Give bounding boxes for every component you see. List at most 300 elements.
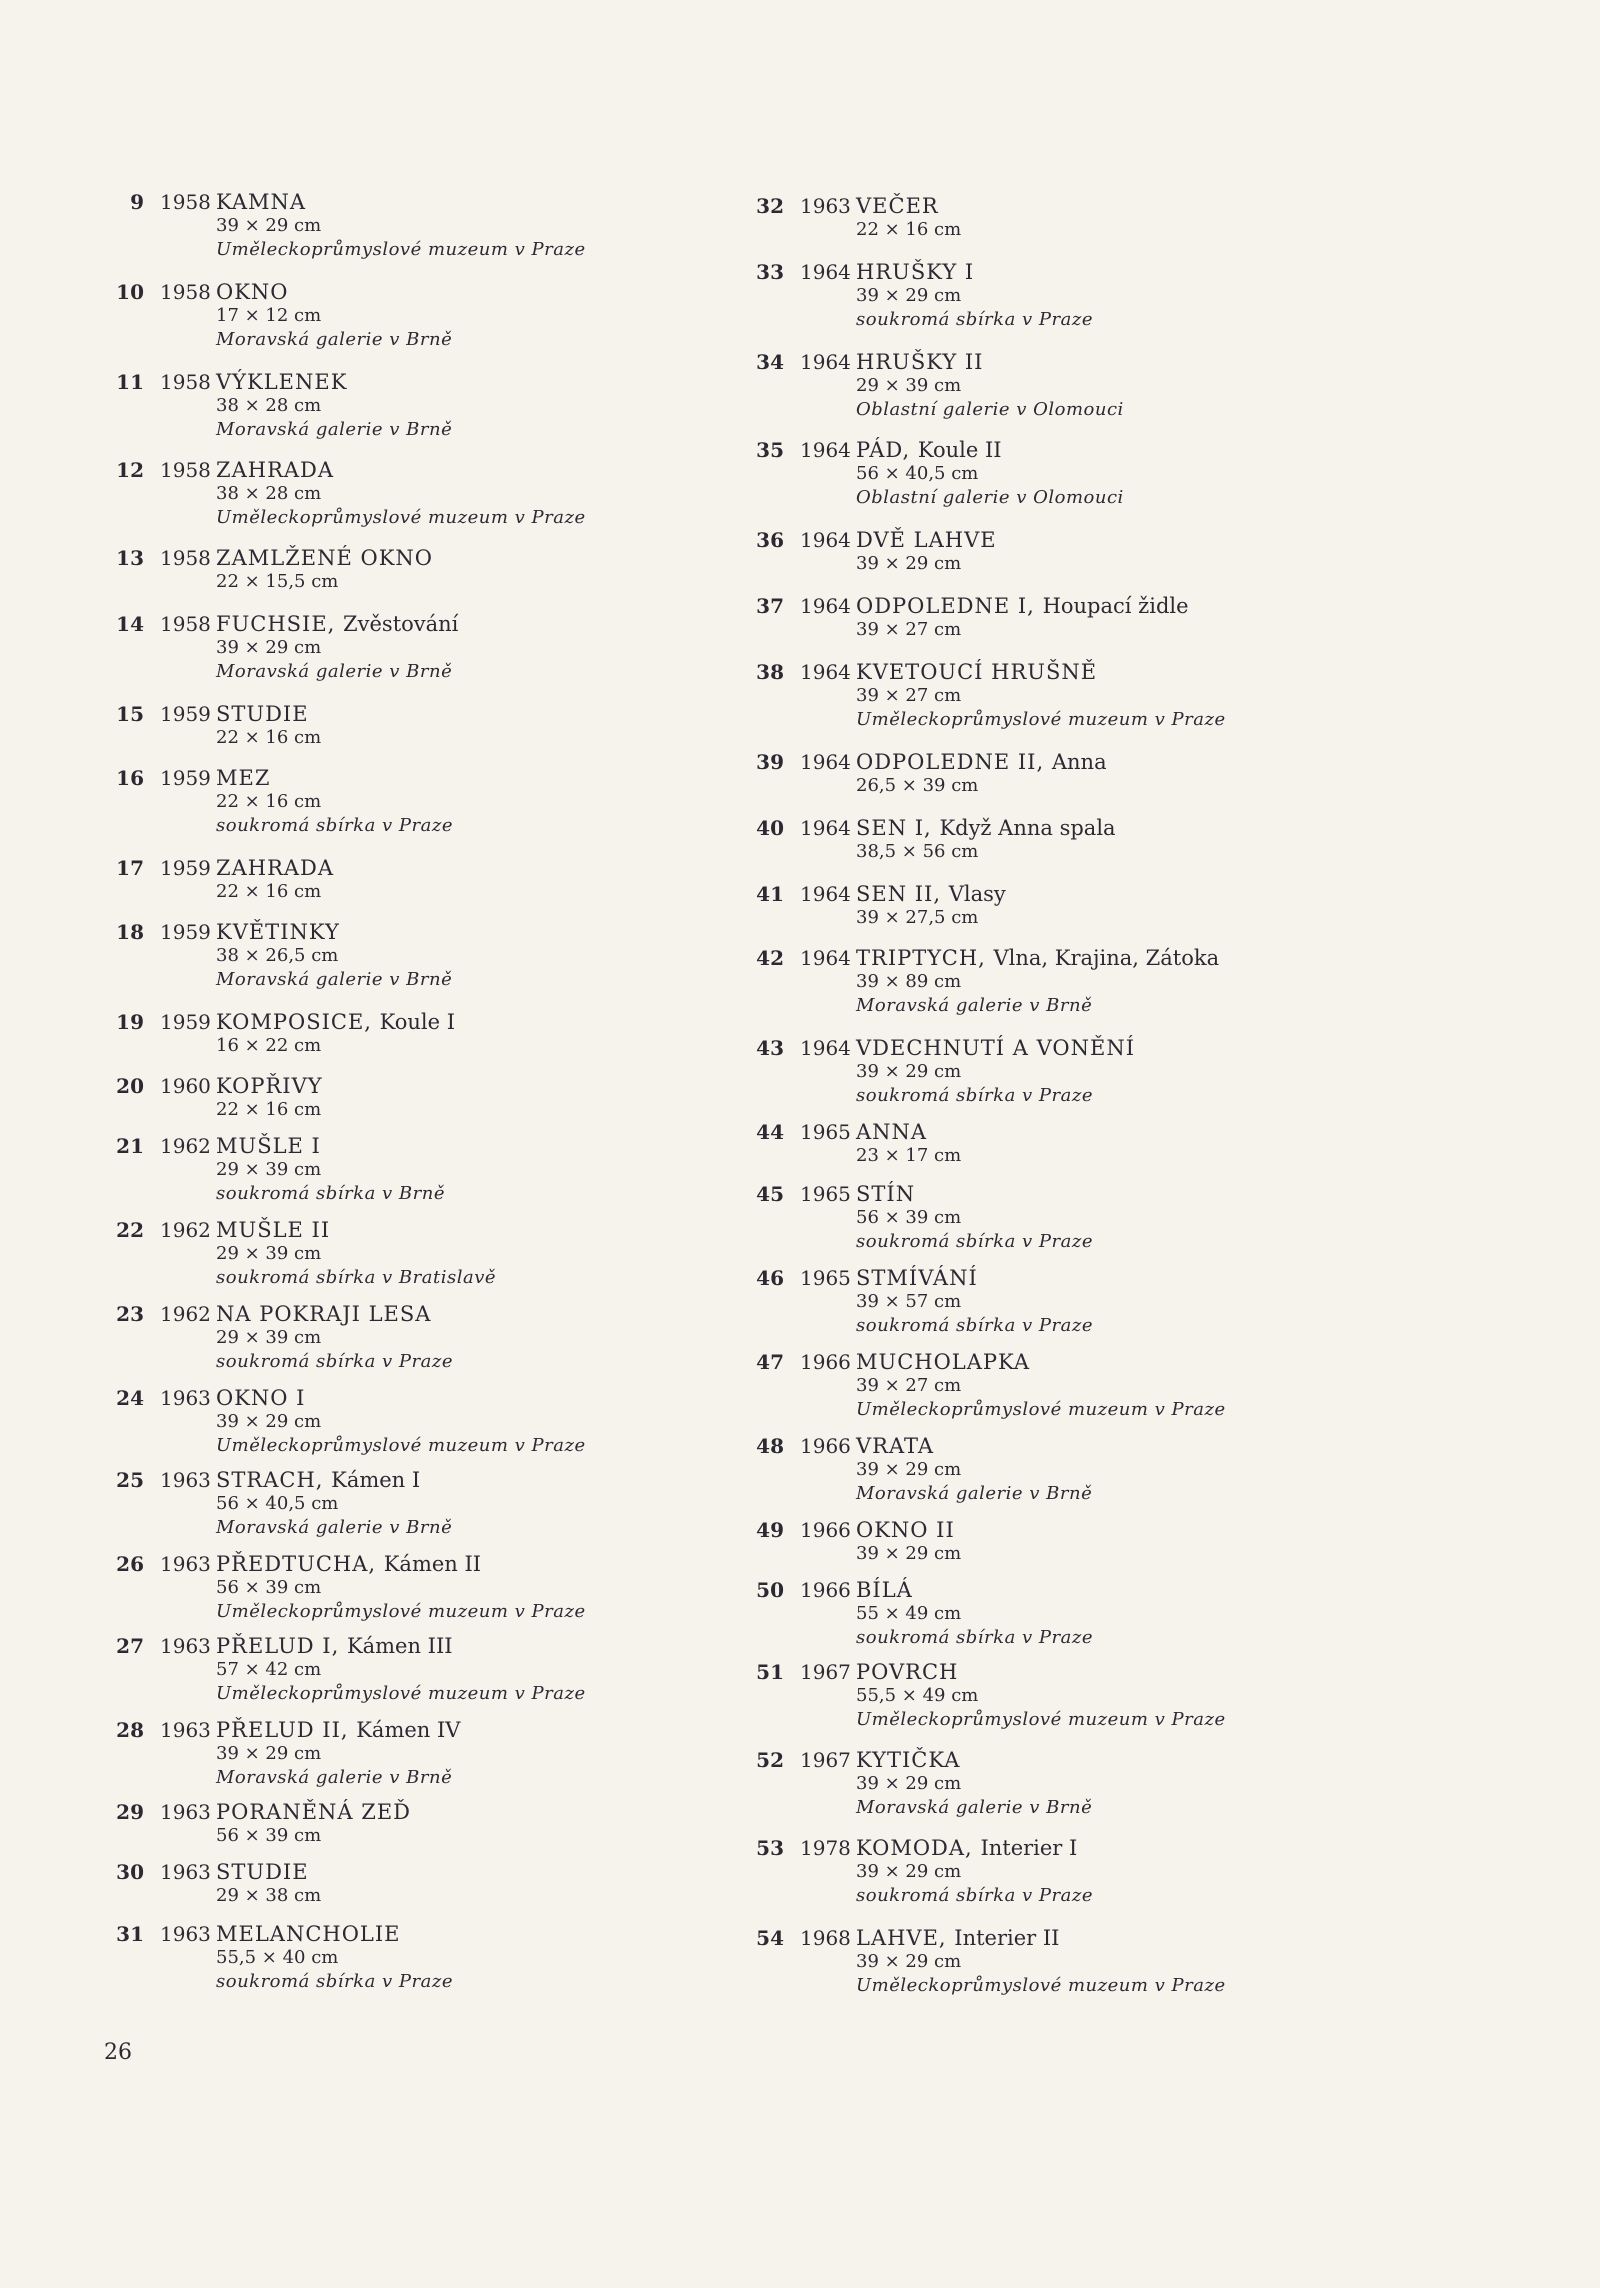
entry-year: 1958 [160, 280, 211, 304]
entry-details [216, 1800, 776, 1848]
entry-number: 41 [756, 882, 784, 906]
entry-year: 1959 [160, 702, 211, 726]
entry-number: 42 [756, 946, 784, 970]
entry-details [216, 546, 776, 594]
entry-number: 9 [130, 190, 144, 214]
entry-year: 1964 [800, 882, 851, 906]
entry-number: 27 [116, 1634, 144, 1658]
entry-details [856, 1434, 1416, 1506]
entry-title-line [216, 546, 776, 570]
entry-title-line [856, 1350, 1416, 1374]
entry-number: 44 [756, 1120, 784, 1144]
entry-title-line [216, 1860, 776, 1884]
entry-details [216, 702, 776, 750]
entry-title: HRUŠKY II [856, 350, 984, 374]
entry-dimensions: 38,5 × 56 cm [856, 841, 979, 862]
entry-details [856, 194, 1416, 242]
entry-title-line [856, 194, 1416, 218]
entry-title-line [216, 1010, 776, 1034]
entry-title-line [216, 1468, 776, 1492]
entry-collection: soukromá sbírka v Praze [856, 1231, 1093, 1252]
entry-title-line [216, 1074, 776, 1098]
entry-dimensions: 39 × 29 cm [856, 1459, 962, 1480]
entry-details [856, 1926, 1416, 1998]
entry-subtitle: Kámen III [346, 1634, 453, 1658]
entry-dimensions: 38 × 28 cm [216, 395, 322, 416]
entry-collection: soukromá sbírka v Praze [216, 815, 453, 836]
entry-details [856, 660, 1416, 732]
entry-collection: soukromá sbírka v Praze [856, 1627, 1093, 1648]
entry-number: 39 [756, 750, 784, 774]
entry-details [216, 856, 776, 904]
entry-dimensions: 23 × 17 cm [856, 1145, 962, 1166]
entry-title-line [856, 946, 1416, 970]
entry-details [216, 1134, 776, 1206]
entry-details [216, 370, 776, 442]
entry-number: 40 [756, 816, 784, 840]
entry-dimensions: 22 × 16 cm [216, 791, 322, 812]
entry-dimensions: 39 × 89 cm [856, 971, 962, 992]
entry-number: 28 [116, 1718, 144, 1742]
entry-dimensions: 29 × 38 cm [216, 1885, 322, 1906]
entry-subtitle: Vlasy [948, 882, 1006, 906]
entry-title-line [856, 1120, 1416, 1144]
entry-number: 25 [116, 1468, 144, 1492]
entry-title-line [856, 1182, 1416, 1206]
entry-number: 16 [116, 766, 144, 790]
entry-number: 22 [116, 1218, 144, 1242]
entry-number: 24 [116, 1386, 144, 1410]
entry-collection: soukromá sbírka v Brně [216, 1183, 445, 1204]
entry-title: VÝKLENEK [216, 370, 348, 394]
entry-details [856, 528, 1416, 576]
entry-year: 1962 [160, 1218, 211, 1242]
entry-details [856, 1836, 1416, 1908]
entry-collection: Uměleckoprůmyslové muzeum v Praze [216, 1601, 586, 1622]
entry-number: 49 [756, 1518, 784, 1542]
entry-dimensions: 56 × 39 cm [216, 1577, 322, 1598]
entry-title: POVRCH [856, 1660, 959, 1684]
entry-year: 1966 [800, 1350, 851, 1374]
entry-details [856, 882, 1416, 930]
entry-title: KVETOUCÍ HRUŠNĚ [856, 660, 1098, 684]
entry-title: VRATA [856, 1434, 935, 1458]
entry-collection: Moravská galerie v Brně [216, 419, 453, 440]
entry-title-line [856, 816, 1416, 840]
entry-title: PŘELUD I, [216, 1634, 340, 1658]
entry-year: 1964 [800, 260, 851, 284]
entry-year: 1964 [800, 594, 851, 618]
entry-dimensions: 39 × 29 cm [216, 1743, 322, 1764]
entry-collection: Moravská galerie v Brně [216, 1517, 453, 1538]
entry-year: 1965 [800, 1182, 851, 1206]
entry-number: 11 [116, 370, 144, 394]
entry-number: 47 [756, 1350, 784, 1374]
entry-number: 29 [116, 1800, 144, 1824]
entry-year: 1959 [160, 856, 211, 880]
entry-details [856, 816, 1416, 864]
entry-dimensions: 39 × 29 cm [856, 1861, 962, 1882]
entry-subtitle: Kámen IV [356, 1718, 461, 1742]
entry-title-line [856, 1518, 1416, 1542]
entry-title-line [856, 594, 1416, 618]
entry-number: 32 [756, 194, 784, 218]
entry-details [216, 766, 776, 838]
entry-year: 1963 [160, 1860, 211, 1884]
entry-title: TRIPTYCH, [856, 946, 986, 970]
entry-collection: Uměleckoprůmyslové muzeum v Praze [856, 1399, 1226, 1420]
entry-details [856, 594, 1416, 642]
entry-title-line [856, 260, 1416, 284]
entry-title-line [216, 280, 776, 304]
entry-number: 20 [116, 1074, 144, 1098]
entry-title: DVĚ LAHVE [856, 528, 997, 552]
entry-details [216, 1718, 776, 1790]
entry-collection: soukromá sbírka v Praze [216, 1351, 453, 1372]
entry-title: SEN II, [856, 882, 942, 906]
entry-details [856, 350, 1416, 422]
entry-details [856, 438, 1416, 510]
entry-title: PŘELUD II, [216, 1718, 349, 1742]
entry-title: MUŠLE II [216, 1218, 331, 1242]
entry-title: ODPOLEDNE II, [856, 750, 1045, 774]
entry-title: VDECHNUTÍ A VONĚNÍ [856, 1036, 1135, 1060]
entry-title-line [856, 1660, 1416, 1684]
entry-title-line [216, 766, 776, 790]
entry-number: 45 [756, 1182, 784, 1206]
entry-collection: Moravská galerie v Brně [216, 969, 453, 990]
entry-title: BÍLÁ [856, 1578, 913, 1602]
entry-title: KYTIČKA [856, 1748, 961, 1772]
entry-year: 1967 [800, 1660, 851, 1684]
entry-year: 1963 [160, 1800, 211, 1824]
entry-year: 1964 [800, 528, 851, 552]
entry-number: 17 [116, 856, 144, 880]
entry-details [216, 190, 776, 262]
entry-title-line [216, 1218, 776, 1242]
entry-year: 1967 [800, 1748, 851, 1772]
entry-year: 1963 [160, 1718, 211, 1742]
entry-dimensions: 39 × 29 cm [216, 1411, 322, 1432]
entry-details [216, 458, 776, 530]
entry-year: 1963 [160, 1922, 211, 1946]
entry-title: ZAHRADA [216, 856, 335, 880]
entry-subtitle: Koule I [379, 1010, 456, 1034]
entry-details [216, 1386, 776, 1458]
entry-number: 36 [756, 528, 784, 552]
entry-dimensions: 22 × 16 cm [216, 1099, 322, 1120]
entry-collection: Uměleckoprůmyslové muzeum v Praze [216, 1683, 586, 1704]
entry-year: 1958 [160, 190, 211, 214]
entry-year: 1966 [800, 1578, 851, 1602]
entry-dimensions: 38 × 26,5 cm [216, 945, 339, 966]
entry-subtitle: Vlna, Krajina, Zátoka [993, 946, 1220, 970]
entry-title: ZAHRADA [216, 458, 335, 482]
entry-number: 15 [116, 702, 144, 726]
entry-title: PORANĚNÁ ZEĎ [216, 1800, 412, 1824]
entry-title: VEČER [856, 194, 939, 218]
entry-title: MUŠLE I [216, 1134, 321, 1158]
entry-subtitle: Houpací židle [1042, 594, 1189, 618]
entry-title-line [856, 750, 1416, 774]
entry-title-line [216, 1922, 776, 1946]
entry-dimensions: 55,5 × 40 cm [216, 1947, 339, 1968]
entry-title: FUCHSIE, [216, 612, 336, 636]
entry-number: 21 [116, 1134, 144, 1158]
entry-title: MUCHOLAPKA [856, 1350, 1031, 1374]
entry-dimensions: 39 × 29 cm [856, 285, 962, 306]
entry-details [856, 1036, 1416, 1108]
entry-year: 1964 [800, 350, 851, 374]
entry-year: 1968 [800, 1926, 851, 1950]
entry-number: 46 [756, 1266, 784, 1290]
entry-title: ZAMLŽENÉ OKNO [216, 546, 434, 570]
entry-title: STRACH, [216, 1468, 324, 1492]
entry-title-line [216, 1552, 776, 1576]
entry-details [856, 1350, 1416, 1422]
entry-title: OKNO II [856, 1518, 955, 1542]
entry-number: 35 [756, 438, 784, 462]
entry-title: MELANCHOLIE [216, 1922, 401, 1946]
entry-title-line [216, 1800, 776, 1824]
entry-dimensions: 22 × 16 cm [216, 727, 322, 748]
entry-number: 51 [756, 1660, 784, 1684]
entry-title-line [216, 190, 776, 214]
entry-number: 48 [756, 1434, 784, 1458]
entry-details [856, 1660, 1416, 1732]
entry-year: 1966 [800, 1434, 851, 1458]
entry-title: PÁD, [856, 438, 911, 462]
entry-year: 1963 [160, 1634, 211, 1658]
entry-title-line [856, 1748, 1416, 1772]
entry-year: 1958 [160, 458, 211, 482]
entry-title-line [856, 1926, 1416, 1950]
entry-year: 1964 [800, 1036, 851, 1060]
entry-year: 1962 [160, 1134, 211, 1158]
entry-subtitle: Anna [1051, 750, 1107, 774]
entry-title-line [216, 1302, 776, 1326]
entry-dimensions: 22 × 16 cm [856, 219, 962, 240]
entry-subtitle: Když Anna spala [939, 816, 1116, 840]
entry-details [856, 750, 1416, 798]
entry-year: 1963 [800, 194, 851, 218]
entry-details [216, 1074, 776, 1122]
entry-details [216, 1634, 776, 1706]
entry-collection: Moravská galerie v Brně [216, 661, 453, 682]
entry-details [216, 1468, 776, 1540]
entry-dimensions: 29 × 39 cm [216, 1243, 322, 1264]
entry-collection: Oblastní galerie v Olomouci [856, 399, 1124, 420]
entry-collection: Moravská galerie v Brně [216, 329, 453, 350]
entry-details [216, 1860, 776, 1908]
entry-title-line [216, 370, 776, 394]
entry-number: 14 [116, 612, 144, 636]
entry-number: 30 [116, 1860, 144, 1884]
entry-details [216, 1218, 776, 1290]
entry-dimensions: 39 × 29 cm [856, 553, 962, 574]
entry-dimensions: 38 × 28 cm [216, 483, 322, 504]
entry-dimensions: 39 × 27 cm [856, 1375, 962, 1396]
entry-title-line [856, 660, 1416, 684]
entry-year: 1963 [160, 1468, 211, 1492]
entry-collection: soukromá sbírka v Praze [856, 1315, 1093, 1336]
entry-dimensions: 57 × 42 cm [216, 1659, 322, 1680]
entry-subtitle: Zvěstování [343, 612, 459, 636]
entry-title: MEZ [216, 766, 271, 790]
entry-title-line [216, 612, 776, 636]
entry-number: 23 [116, 1302, 144, 1326]
entry-dimensions: 39 × 57 cm [856, 1291, 962, 1312]
entry-dimensions: 56 × 40,5 cm [216, 1493, 339, 1514]
entry-year: 1978 [800, 1836, 851, 1860]
entry-year: 1966 [800, 1518, 851, 1542]
entry-details [216, 1552, 776, 1624]
entry-dimensions: 39 × 29 cm [856, 1773, 962, 1794]
entry-year: 1958 [160, 612, 211, 636]
entry-title-line [856, 1266, 1416, 1290]
entry-title-line [856, 1434, 1416, 1458]
entry-details [216, 1922, 776, 1994]
entry-details [856, 1182, 1416, 1254]
entry-title-line [856, 882, 1416, 906]
entry-title: ODPOLEDNE I, [856, 594, 1035, 618]
entry-title: PŘEDTUCHA, [216, 1552, 377, 1576]
entry-year: 1959 [160, 920, 211, 944]
entry-year: 1964 [800, 438, 851, 462]
entry-subtitle: Interier I [980, 1836, 1078, 1860]
entry-year: 1964 [800, 750, 851, 774]
entry-year: 1958 [160, 370, 211, 394]
entry-number: 10 [116, 280, 144, 304]
entry-dimensions: 29 × 39 cm [216, 1327, 322, 1348]
entry-details [856, 1518, 1416, 1566]
entry-dimensions: 39 × 27 cm [856, 619, 962, 640]
entry-year: 1959 [160, 766, 211, 790]
entry-title: LAHVE, [856, 1926, 947, 1950]
entry-title-line [216, 856, 776, 880]
entry-subtitle: Kámen II [383, 1552, 482, 1576]
entry-number: 43 [756, 1036, 784, 1060]
entry-number: 52 [756, 1748, 784, 1772]
entry-dimensions: 56 × 39 cm [216, 1825, 322, 1846]
entry-dimensions: 22 × 16 cm [216, 881, 322, 902]
entry-title-line [216, 1634, 776, 1658]
entry-title-line [216, 1718, 776, 1742]
entry-number: 13 [116, 546, 144, 570]
entry-number: 38 [756, 660, 784, 684]
entry-subtitle: Interier II [954, 1926, 1060, 1950]
entry-details [856, 1266, 1416, 1338]
entry-title: STUDIE [216, 702, 309, 726]
entry-title-line [856, 528, 1416, 552]
entry-title: KAMNA [216, 190, 307, 214]
entry-number: 18 [116, 920, 144, 944]
entry-number: 19 [116, 1010, 144, 1034]
entry-dimensions: 39 × 29 cm [216, 637, 322, 658]
entry-collection: Moravská galerie v Brně [856, 995, 1093, 1016]
entry-collection: soukromá sbírka v Praze [856, 309, 1093, 330]
entry-year: 1960 [160, 1074, 211, 1098]
entry-year: 1962 [160, 1302, 211, 1326]
entry-dimensions: 55 × 49 cm [856, 1603, 962, 1624]
entry-title: STUDIE [216, 1860, 309, 1884]
entry-title-line [856, 1578, 1416, 1602]
entry-title: NA POKRAJI LESA [216, 1302, 432, 1326]
entry-number: 37 [756, 594, 784, 618]
entry-year: 1959 [160, 1010, 211, 1034]
entry-title: KOMODA, [856, 1836, 973, 1860]
entry-title: KVĚTINKY [216, 920, 340, 944]
entry-year: 1965 [800, 1120, 851, 1144]
entry-dimensions: 17 × 12 cm [216, 305, 322, 326]
entry-title: ANNA [856, 1120, 928, 1144]
entry-details [856, 946, 1416, 1018]
entry-collection: soukromá sbírka v Bratislavě [216, 1267, 497, 1288]
entry-collection: Moravská galerie v Brně [856, 1483, 1093, 1504]
entry-number: 26 [116, 1552, 144, 1576]
entry-dimensions: 39 × 29 cm [856, 1543, 962, 1564]
entry-title-line [856, 1836, 1416, 1860]
entry-number: 50 [756, 1578, 784, 1602]
entry-collection: Uměleckoprůmyslové muzeum v Praze [856, 1709, 1226, 1730]
entry-details [216, 1010, 776, 1058]
entry-collection: Uměleckoprůmyslové muzeum v Praze [856, 1975, 1226, 1996]
entry-subtitle: Koule II [917, 438, 1002, 462]
entry-year: 1963 [160, 1552, 211, 1576]
entry-details [856, 1578, 1416, 1650]
entry-year: 1964 [800, 816, 851, 840]
entry-dimensions: 16 × 22 cm [216, 1035, 322, 1056]
entry-dimensions: 29 × 39 cm [856, 375, 962, 396]
entry-details [856, 1120, 1416, 1168]
entry-collection: soukromá sbírka v Praze [856, 1885, 1093, 1906]
entry-subtitle: Kámen I [331, 1468, 421, 1492]
entry-collection: Oblastní galerie v Olomouci [856, 487, 1124, 508]
entry-title: STÍN [856, 1182, 916, 1206]
entry-title-line [856, 438, 1416, 462]
entry-dimensions: 29 × 39 cm [216, 1159, 322, 1180]
page-number: 26 [104, 2040, 132, 2065]
entry-dimensions: 55,5 × 49 cm [856, 1685, 979, 1706]
entry-details [856, 1748, 1416, 1820]
entry-year: 1964 [800, 660, 851, 684]
entry-title: KOMPOSICE, [216, 1010, 372, 1034]
entry-collection: Moravská galerie v Brně [856, 1797, 1093, 1818]
entry-title: KOPŘIVY [216, 1074, 323, 1098]
entry-collection: soukromá sbírka v Praze [856, 1085, 1093, 1106]
entry-collection: Uměleckoprůmyslové muzeum v Praze [856, 709, 1226, 730]
entry-details [216, 280, 776, 352]
entry-number: 54 [756, 1926, 784, 1950]
entry-title-line [216, 702, 776, 726]
entry-dimensions: 26,5 × 39 cm [856, 775, 979, 796]
entry-title: OKNO I [216, 1386, 306, 1410]
entry-details [216, 920, 776, 992]
entry-dimensions: 39 × 29 cm [856, 1061, 962, 1082]
entry-details [216, 612, 776, 684]
entry-dimensions: 39 × 27 cm [856, 685, 962, 706]
entry-dimensions: 39 × 29 cm [216, 215, 322, 236]
entry-number: 34 [756, 350, 784, 374]
entry-collection: Uměleckoprůmyslové muzeum v Praze [216, 239, 586, 260]
entry-details [216, 1302, 776, 1374]
entry-title-line [216, 458, 776, 482]
entry-title: SEN I, [856, 816, 932, 840]
entry-title-line [216, 1134, 776, 1158]
entry-number: 33 [756, 260, 784, 284]
entry-title-line [856, 350, 1416, 374]
entry-title-line [856, 1036, 1416, 1060]
